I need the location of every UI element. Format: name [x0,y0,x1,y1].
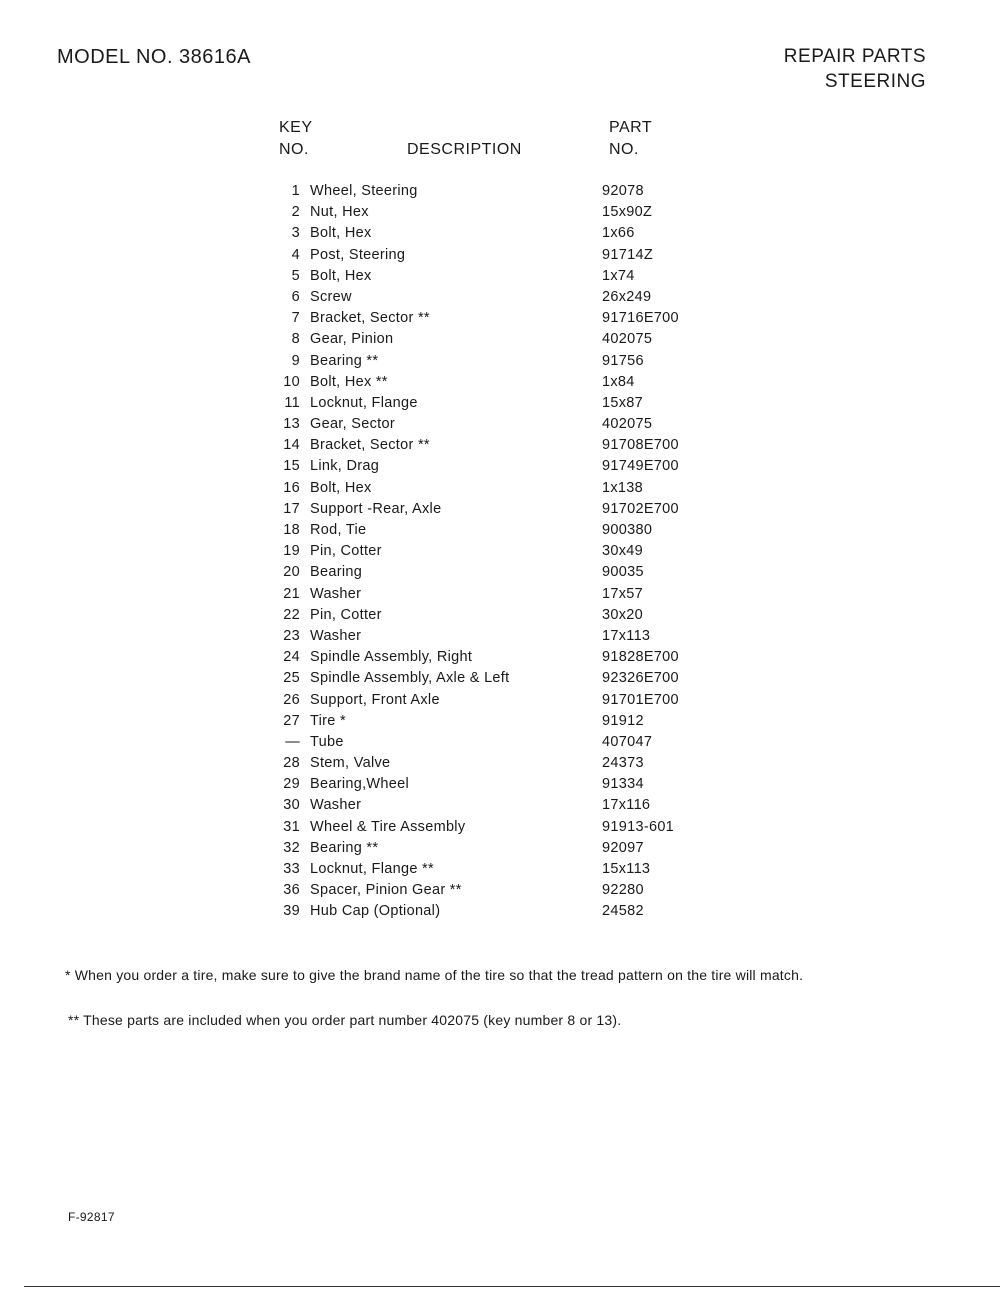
key-header-line2: NO. [279,141,309,158]
parts-list [260,181,740,923]
part-description: Pin, Cotter [310,606,382,623]
form-number: F-92817 [68,1210,115,1224]
part-number: 26x249 [602,288,652,305]
part-number: 15x87 [602,394,644,411]
part-number: 91702E700 [602,500,679,517]
key-number: 29 [283,776,300,793]
key-number: 39 [283,903,300,920]
part-row [260,245,740,266]
key-number: 33 [283,861,300,877]
part-description: Gear, Sector [310,416,395,433]
part-row [260,817,740,838]
part-row [260,287,740,308]
part-row [260,520,740,541]
part-row [260,647,740,668]
part-number: 91756 [602,352,644,369]
key-number: 7 [291,310,300,327]
part-row [260,393,740,414]
part-row [260,478,740,499]
part-description: Bearing ** [310,839,379,856]
part-row [260,414,740,435]
part-number: 91912 [602,712,644,729]
key-number: 13 [283,416,300,433]
key-number: 8 [291,331,300,348]
part-number: 90035 [602,564,644,581]
part-description: Spindle Assembly, Axle & Left [310,670,510,687]
part-row [260,223,740,244]
model-number: MODEL NO. 38616A [57,46,252,68]
part-number: 15x90Z [602,204,653,221]
part-number: 91828E700 [602,649,679,666]
part-description: Stem, Valve [310,755,391,772]
part-number: 17x116 [602,797,651,814]
key-number: 18 [283,522,300,538]
part-description: Bolt, Hex [310,479,372,496]
part-description: Gear, Pinion [310,331,394,348]
part-row [260,435,740,456]
part-description: Support, Front Axle [310,691,440,708]
key-number: 30 [283,797,300,814]
section-header [784,44,926,94]
part-number: 15x113 [602,861,651,877]
part-row [260,329,740,350]
part-description: Spindle Assembly, Right [310,649,473,666]
key-number: 28 [283,755,300,772]
key-number: 10 [283,373,300,390]
key-number: 9 [291,352,300,369]
part-row [260,880,740,901]
part-description: Bracket, Sector ** [310,437,430,454]
section-subtitle: STEERING [824,71,926,92]
key-number: 36 [283,882,300,899]
part-description: Link, Drag [310,458,380,475]
key-number: 3 [291,225,300,242]
part-number: 24582 [602,903,644,920]
part-description: Locknut, Flange ** [310,861,434,877]
part-description: Washer [310,797,362,814]
part-number: 91749E700 [602,458,679,475]
part-row [260,584,740,605]
part-row [260,605,740,626]
key-number: 31 [283,818,300,835]
part-row [260,541,740,562]
key-number: 15 [283,458,300,475]
part-row [260,774,740,795]
part-number: 91716E700 [602,310,679,327]
key-number: 24 [283,649,300,666]
part-row [260,795,740,816]
part-description: Nut, Hex [310,204,369,221]
part-description: Screw [310,288,352,305]
part-number: 92078 [602,183,644,199]
description-column-header: DESCRIPTION [407,141,522,158]
part-description: Bolt, Hex ** [310,373,388,390]
key-number: 25 [283,670,300,687]
part-row [260,562,740,583]
part-description: Tube [310,733,344,750]
part-number: 24373 [602,755,644,772]
part-number: 1x84 [602,373,635,390]
part-number: 91708E700 [602,437,679,454]
key-number: 17 [283,500,300,517]
part-row [260,690,740,711]
part-number: 17x113 [602,627,651,644]
part-column-header [609,117,652,161]
part-number: 91701E700 [602,691,679,708]
key-number: 27 [283,712,300,729]
section-title: REPAIR PARTS [783,46,926,67]
part-description: Bolt, Hex [310,267,372,284]
part-number: 1x138 [602,479,644,496]
part-number: 407047 [602,733,653,750]
part-description: Tire * [310,712,346,729]
key-number: 32 [283,839,300,856]
part-description: Bearing,Wheel [310,776,410,793]
key-number: 6 [291,288,300,305]
part-row [260,351,740,372]
part-description: Rod, Tie [310,522,367,538]
key-number: 26 [283,691,300,708]
part-description: Wheel & Tire Assembly [310,818,466,835]
part-description: Hub Cap (Optional) [310,903,441,920]
part-row [260,859,740,880]
part-description: Bolt, Hex [310,225,372,242]
part-row [260,266,740,287]
key-number: 1 [291,183,300,199]
part-number: 91334 [602,776,644,793]
part-description: Pin, Cotter [310,543,382,560]
bottom-rule [24,1286,1000,1287]
part-row [260,456,740,477]
part-number: 92280 [602,882,644,899]
part-row [260,202,740,223]
key-number: 14 [283,437,300,454]
part-number: 17x57 [602,585,644,602]
parts-footnote: ** These parts are included when you order part number 402075 (key number 8 or 13). [68,1012,622,1028]
part-number: 1x74 [602,267,635,284]
part-row [260,308,740,329]
key-number: 2 [291,204,300,221]
part-description: Wheel, Steering [310,183,418,199]
part-description: Bearing [310,564,363,581]
part-row [260,753,740,774]
part-number: 91714Z [602,246,653,263]
part-row [260,372,740,393]
key-header-line1: KEY [279,119,313,136]
part-number: 900380 [602,522,653,538]
part-number: 92097 [602,839,644,856]
part-number: 30x49 [602,543,644,560]
key-number: 21 [283,585,300,602]
part-row [260,838,740,859]
tire-footnote: * When you order a tire, make sure to give the brand name of the tire so that the tread pattern on the tire will match. [65,967,804,983]
key-number: 11 [284,394,300,411]
key-number: 4 [291,246,300,263]
key-number: 20 [283,564,300,581]
part-description: Support -Rear, Axle [310,500,442,517]
part-number: 402075 [602,416,653,433]
part-description: Locknut, Flange [310,394,418,411]
part-row [260,711,740,732]
key-number: — [285,733,300,750]
part-row [260,901,740,922]
key-number: 23 [283,627,300,644]
part-number: 91913-601 [602,818,675,835]
part-number: 402075 [602,331,653,348]
part-description: Spacer, Pinion Gear ** [310,882,462,899]
part-row [260,732,740,753]
key-number: 22 [283,606,300,623]
part-description: Washer [310,585,362,602]
part-number: 92326E700 [602,670,679,687]
part-description: Bearing ** [310,352,379,369]
key-column-header [279,117,313,161]
key-number: 16 [283,479,300,496]
part-row [260,181,740,202]
part-header-line2: NO. [609,141,639,158]
part-header-line1: PART [609,119,653,136]
part-description: Bracket, Sector ** [310,310,430,327]
part-row [260,626,740,647]
part-description: Washer [310,627,362,644]
part-row [260,499,740,520]
key-number: 5 [291,267,300,284]
part-row [260,668,740,689]
key-number: 19 [283,543,300,560]
part-number: 1x66 [602,225,635,242]
part-number: 30x20 [602,606,644,623]
part-description: Post, Steering [310,246,406,263]
